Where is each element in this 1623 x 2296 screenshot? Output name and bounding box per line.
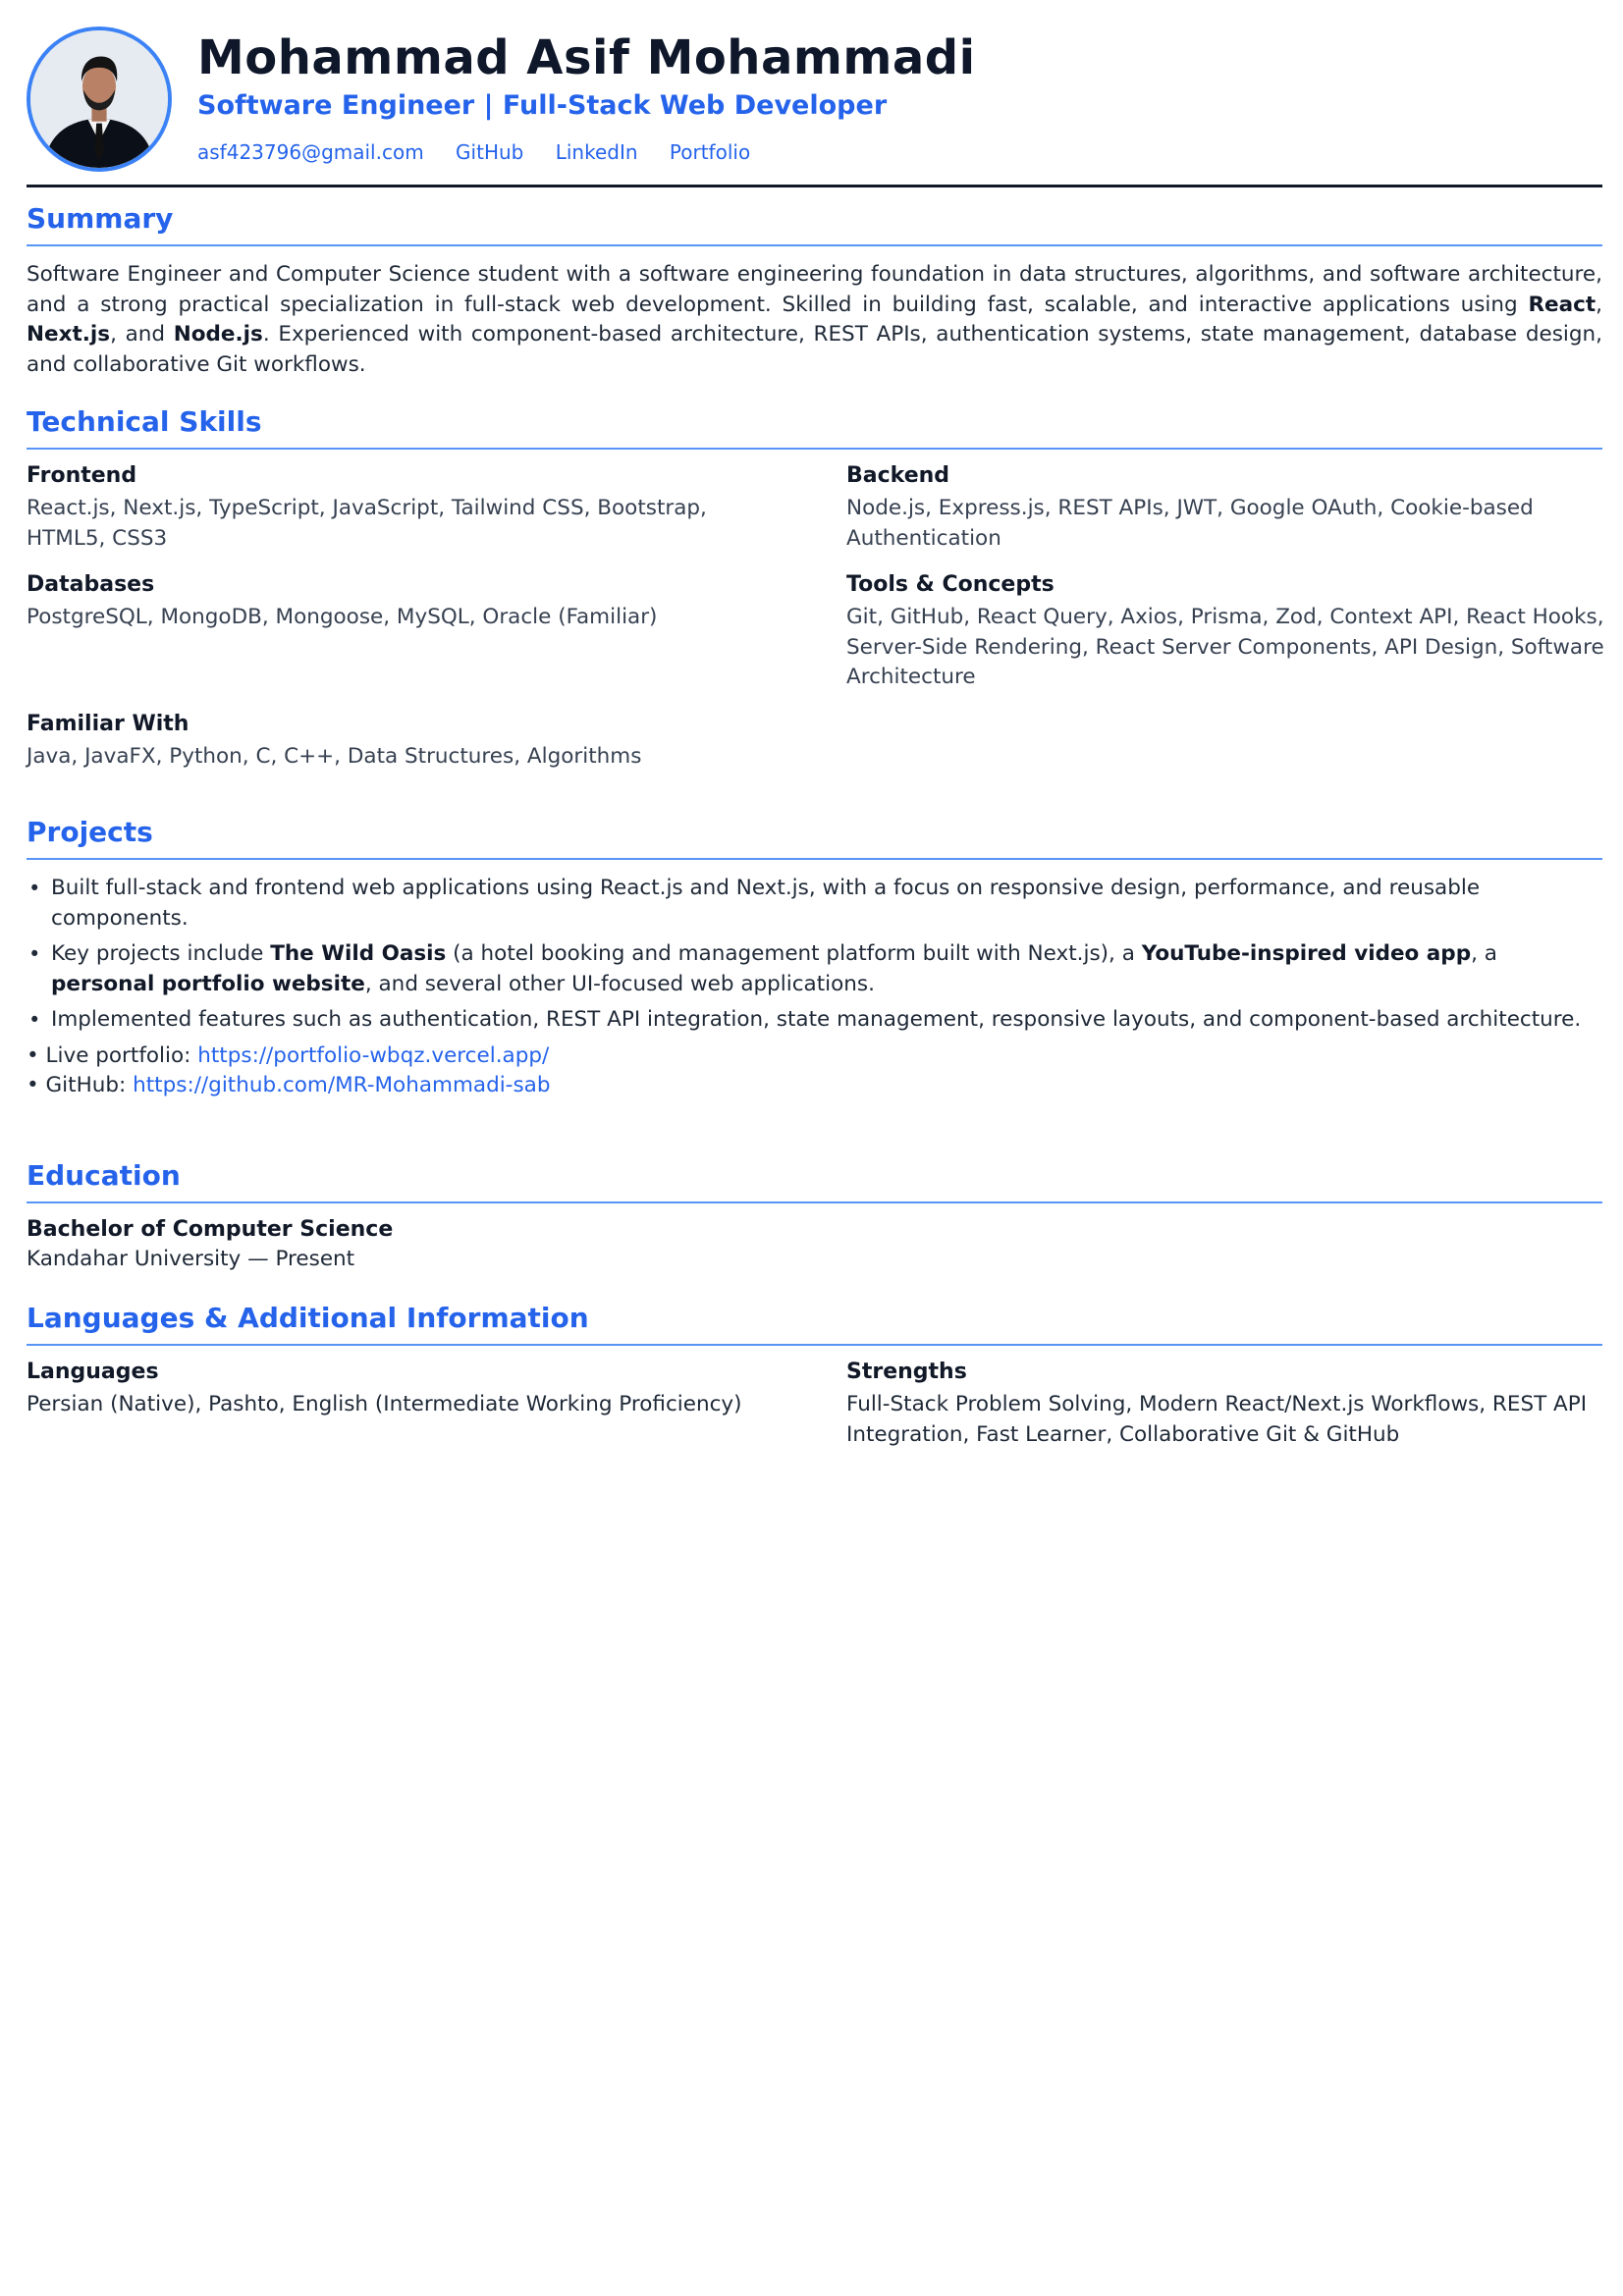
skill-group-text: Java, JavaFX, Python, C, C++, Data Structures, Algorithms [27, 744, 642, 769]
github-link[interactable]: GitHub [456, 140, 524, 164]
profile-photo-illustration [30, 30, 168, 168]
skill-group-title: Databases [27, 572, 155, 597]
languages-block [27, 1358, 792, 1420]
skill-group-text: React.js, Next.js, TypeScript, JavaScript, Tailwind CSS, Bootstrap, HTML5, CSS3 [27, 496, 707, 551]
profile-photo [27, 27, 172, 172]
portfolio-label: • Live portfolio: [27, 1042, 198, 1068]
section-divider [27, 1201, 1602, 1203]
skill-group-backend [846, 461, 1612, 554]
degree-title: Bachelor of Computer Science [27, 1217, 394, 1242]
email-link[interactable]: asf423796@gmail.com [197, 140, 424, 164]
github-url-link[interactable]: https://github.com/MR-Mohammadi-sab [133, 1073, 551, 1097]
github-line [27, 1071, 1602, 1101]
resume-page [27, 27, 1604, 1447]
header-text [197, 27, 976, 166]
strengths-block [846, 1358, 1612, 1450]
contact-links [197, 138, 976, 166]
portfolio-url-link[interactable]: https://portfolio-wbqz.vercel.app/ [197, 1042, 550, 1068]
summary-section [27, 201, 1602, 380]
list-item: • Built full-stack and frontend web applications using React.js and Next.js, with a focus on responsive design, performance, and reusable components. [27, 874, 1602, 934]
skill-group-tools [846, 570, 1612, 693]
section-divider [27, 448, 1602, 450]
skills-section [27, 404, 1604, 769]
section-divider [27, 244, 1602, 246]
skill-group-familiar [27, 710, 792, 773]
portfolio-link[interactable]: Portfolio [669, 140, 751, 164]
list-item: • Key projects include The Wild Oasis (a hotel booking and management platform built with Next.js), a YouTube-inspired video app, a personal portfolio website, and several other UI-focused web applications. [27, 939, 1602, 999]
skill-group-text: Node.js, Express.js, REST APIs, JWT, Google OAuth, Cookie-based Authentication [846, 496, 1534, 551]
summary-text: Software Engineer and Computer Science student with a software engineering foundation in data structures, algorithms, and software architecture, and a strong practical specialization in full-stack web development. Skilled in building fast, scalable, and interactive applications using React, Next.js, and Node.js. Experienced with component-based architecture, REST APIs, authentication systems, state management, database design, and collaborative Git workflows. [27, 262, 1602, 377]
github-label: • GitHub: [27, 1073, 134, 1097]
section-divider [27, 1344, 1602, 1346]
languages-text: Persian (Native), Pashto, English (Intermediate Working Proficiency) [27, 1392, 742, 1416]
strengths-text: Full-Stack Problem Solving, Modern React/Next.js Workflows, REST API Integration, Fast Learner, Collaborative Git & GitHub [846, 1392, 1588, 1447]
projects-section [27, 815, 1602, 1101]
skill-group-databases [27, 570, 792, 633]
candidate-role: Software Engineer | Full-Stack Web Developer [197, 90, 888, 121]
resume-header [27, 27, 1602, 187]
section-title: Technical Skills [27, 405, 262, 438]
languages-title: Languages [27, 1360, 159, 1384]
project-list [27, 874, 1602, 1036]
skill-group-title: Backend [846, 463, 950, 488]
education-section [27, 1158, 1602, 1274]
list-item: • Implemented features such as authentication, REST API integration, state management, responsive layouts, and component-based architecture. [27, 1005, 1602, 1036]
school-name: Kandahar University — Present [27, 1247, 355, 1271]
skill-group-text: Git, GitHub, React Query, Axios, Prisma, Zod, Context API, React Hooks, Server-Side Rendering, React Server Components, API Design, Software Architecture [846, 605, 1604, 689]
section-title: Languages & Additional Information [27, 1302, 589, 1334]
skill-group-title: Familiar With [27, 712, 189, 736]
additional-section [27, 1301, 1602, 1447]
skill-group-text: PostgreSQL, MongoDB, Mongoose, MySQL, Oracle (Familiar) [27, 605, 658, 629]
candidate-name: Mohammad Asif Mohammadi [197, 30, 976, 85]
strengths-title: Strengths [846, 1360, 967, 1384]
skill-group-title: Frontend [27, 463, 137, 488]
section-title: Summary [27, 202, 174, 235]
section-title: Projects [27, 816, 153, 848]
portfolio-line [27, 1041, 1602, 1072]
linkedin-link[interactable]: LinkedIn [555, 140, 638, 164]
section-divider [27, 858, 1602, 860]
header-divider [27, 185, 1602, 187]
skill-group-title: Tools & Concepts [846, 572, 1055, 597]
skill-group-frontend [27, 461, 792, 554]
section-title: Education [27, 1159, 181, 1192]
